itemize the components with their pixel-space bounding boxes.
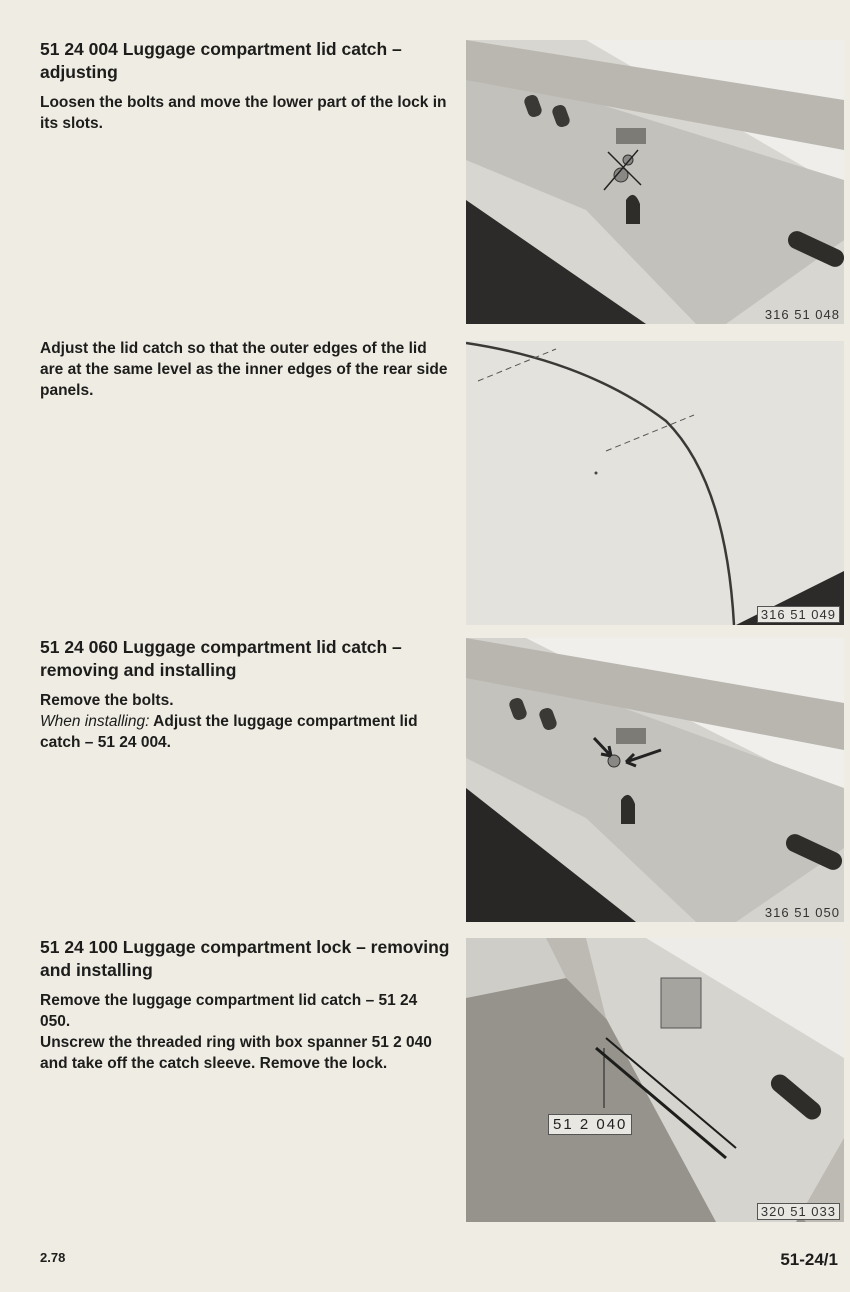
photo-drawing [466,938,844,1222]
section-lid-catch-alignment [40,338,450,401]
page-number: 51-24/1 [780,1250,838,1269]
section-lid-catch-removing [40,636,450,753]
section-heading: 51 24 060 Luggage compartment lid catch – removing and installing [40,637,402,680]
photo-drawing [466,40,844,324]
figure-number: 316 51 048 [764,307,840,322]
photo-lid-catch-adjust [466,40,844,324]
section-heading: 51 24 100 Luggage compartment lock – removing and installing [40,937,450,980]
page-date: 2.78 [40,1250,66,1265]
photo-lock-removing [466,938,844,1222]
figure-number: 320 51 033 [757,1203,840,1220]
section-lock-removing [40,936,450,1074]
instruction-line: Remove the bolts. [40,692,174,709]
photo-drawing [466,638,844,922]
photo-drawing [466,341,844,625]
instruction-line: Adjust the luggage compartment lid catch – 51 24 004. [40,713,418,751]
instruction-line: Remove the luggage compartment lid catch – 51 24 050. [40,992,418,1030]
photo-lid-catch-removing [466,638,844,922]
photo-lid-edge-alignment [466,341,844,625]
section-body [40,690,450,753]
section-lid-catch-adjusting [40,38,450,134]
tool-number-label: 51 2 040 [548,1114,632,1135]
section-heading: 51 24 004 Luggage compartment lid catch – adjusting [40,39,402,82]
figure-number: 316 51 050 [764,905,840,920]
section-body: Loosen the bolts and move the lower part of the lock in its slots. [40,94,447,132]
section-body [40,990,450,1074]
section-body: Adjust the lid catch so that the outer edges of the lid are at the same level as the inner edges of the rear side panels. [40,340,448,399]
instruction-line: Unscrew the threaded ring with box spanner 51 2 040 and take off the catch sleeve. Remove the lock. [40,1034,432,1072]
installing-note-label: When installing: [40,713,150,730]
figure-number: 316 51 049 [757,606,840,623]
